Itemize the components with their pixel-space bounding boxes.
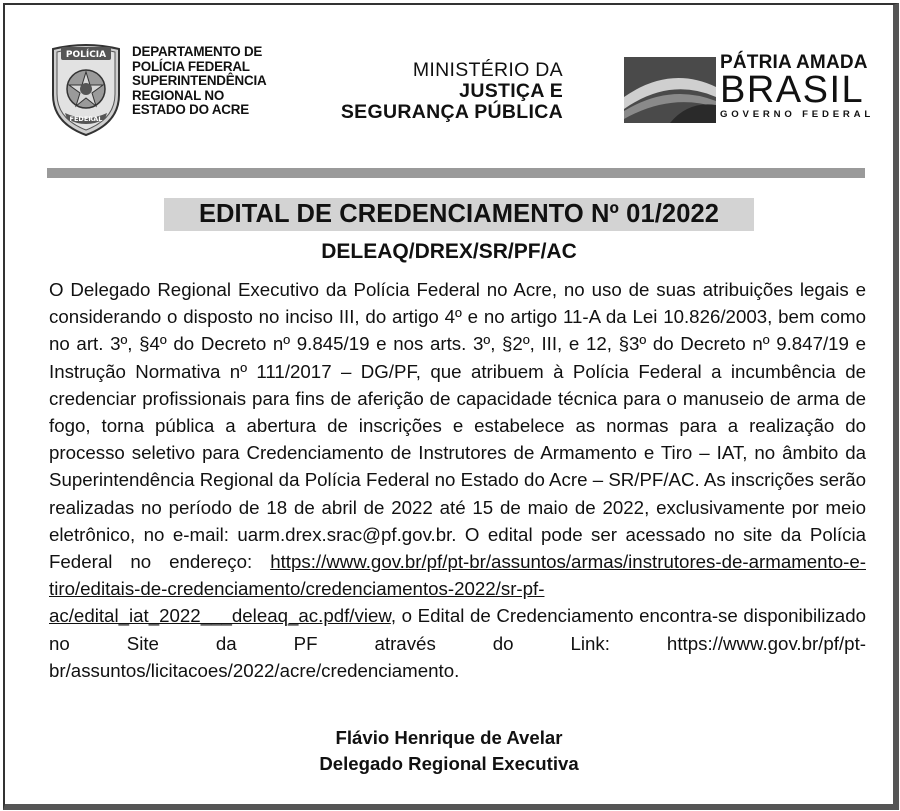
gov-country: BRASIL <box>720 69 865 111</box>
signatory-name: Flávio Henrique de Avelar <box>335 727 563 748</box>
ministry-name <box>305 60 563 123</box>
body-text-after-link: , o Edital de Credenciamento encontra-se disponibilizado no Site da PF através do Link: https://www.gov.br/pf/pt-br/assuntos/licitacoes/2022/acre/credenciamento. <box>49 605 866 681</box>
edital-link[interactable]: https://www.gov.br/pf/pt-br/assuntos/armas/instrutores-de-armamento-e-tiro/editais-de-credenciamento/credenciamentos-2022/sr-pf-ac/edital_iat_2022___deleaq_ac.pdf/view <box>49 551 866 627</box>
department-line: DEPARTAMENTO DE <box>132 44 263 59</box>
department-line: SUPERINTENDÊNCIA <box>132 73 267 89</box>
department-name <box>132 45 292 118</box>
gov-label: GOVERNO FEDERAL <box>720 109 875 120</box>
governo-federal-logo-icon <box>624 57 716 123</box>
seal-top-label: POLÍCIA <box>65 50 107 60</box>
police-federal-seal-icon <box>49 39 123 137</box>
governo-federal-wordmark <box>720 52 875 120</box>
header <box>5 5 893 165</box>
header-divider <box>47 168 865 178</box>
notice-frame <box>3 3 899 810</box>
ministry-line: SEGURANÇA PÚBLICA <box>340 101 563 123</box>
department-line: REGIONAL NO <box>132 87 225 103</box>
body-text-before-link: O Delegado Regional Executivo da Polícia Federal no Acre, no uso de suas atribuições legais e considerando o disposto no inciso III, do artigo 4º e no artigo 11-A da Lei 10.826/2003, bem como no art. 3º, §4º do Decreto nº 9.845/19 e nos arts. 3º, §2º, III, e 12, §3º do Decreto nº 9.847/19 e Instrução Normativa nº 111/2017 – DG/PF, que atribuem à Polícia Federal a incumbência de credenciar profissionais para fins de aferição de capacidade técnica para o manuseio de arma de fogo, torna pública a abertura de inscrições e estabelece as normas para a realização do processo seletivo para Credenciamento de Instrutores de Armamento e Tiro – IAT, no âmbito da Superintendência Regional da Polícia Federal no Estado do Acre – SR/PF/AC. As inscrições serão realizadas no período de 18 de abril de 2022 até 15 de maio de 2022, exclusivamente por meio eletrônico, no e-mail: uarm.drex.srac@pf.gov.br. O edital pode ser acessado no site da Polícia Federal no endereço: <box>49 279 866 573</box>
signature-block <box>5 725 893 777</box>
signatory-role: Delegado Regional Executiva <box>319 753 579 774</box>
department-line: POLÍCIA FEDERAL <box>132 58 250 74</box>
title-banner <box>164 198 754 231</box>
department-line: ESTADO DO ACRE <box>132 102 249 118</box>
document-subtitle: DELEAQ/DREX/SR/PF/AC <box>321 240 577 263</box>
ministry-line: MINISTÉRIO DA <box>412 59 563 81</box>
gov-slogan: PÁTRIA AMADA <box>720 52 868 73</box>
document-body <box>49 276 866 684</box>
ministry-line: JUSTIÇA E <box>459 80 563 102</box>
document-title: EDITAL DE CREDENCIAMENTO Nº 01/2022 <box>198 200 720 228</box>
seal-bottom-label: FEDERAL <box>69 115 103 123</box>
